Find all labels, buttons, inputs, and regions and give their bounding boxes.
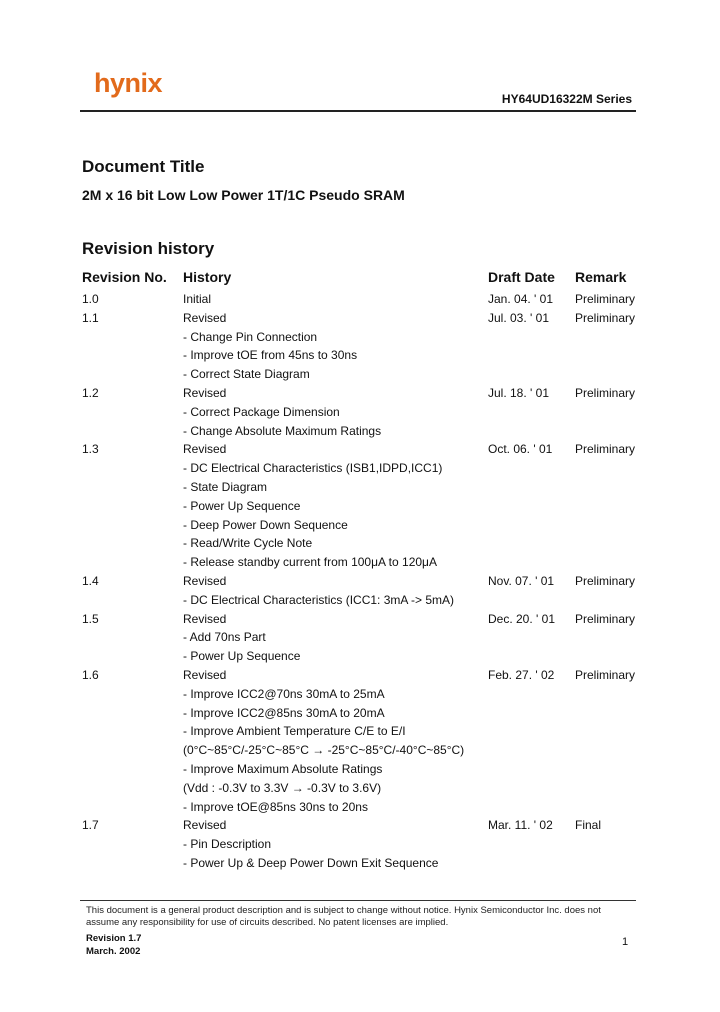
document-title: 2M x 16 bit Low Low Power 1T/1C Pseudo SRAM (82, 187, 405, 203)
table-row (0, 612, 720, 631)
draft-date: Nov. 07. ' 01 (488, 574, 555, 588)
revision-number: 1.1 (82, 310, 99, 325)
footer-revision: Revision 1.7 (86, 933, 142, 944)
history-text: - Improve tOE@85ns 30ns to 20ns (183, 799, 368, 814)
remark: Preliminary (575, 292, 636, 306)
disclaimer-text: This document is a general product description and is subject to change without notice. Hynix Semiconductor Inc. does not assume any responsibility for use of circuits described. No patent licenses are implied. (86, 905, 601, 928)
table-row (0, 743, 720, 762)
history-text: (0°C~85°C/-25°C~85°C → -25°C~85°C/-40°C~85°C) (183, 743, 465, 758)
revision-history-heading: Revision history (82, 239, 215, 258)
revision-number: 1.2 (82, 386, 99, 400)
table-row (0, 442, 720, 461)
draft-date: Mar. 11. ' 02 (488, 818, 553, 833)
table-row (0, 800, 720, 819)
series-name: HY64UD16322M Series (501, 92, 632, 106)
draft-date: Jul. 18. ' 01 (488, 386, 549, 400)
hynix-logo: hynix (94, 68, 163, 98)
table-row (0, 818, 720, 837)
table-row (0, 536, 720, 555)
table-row (0, 330, 720, 349)
revision-number: 1.7 (82, 818, 99, 833)
history-text: Revised (183, 611, 227, 626)
table-row (0, 856, 720, 875)
history-text: - Correct State Diagram (183, 367, 310, 382)
table-row (0, 461, 720, 480)
table-row (0, 424, 720, 443)
column-header-draft-date: Draft Date (488, 269, 555, 285)
history-text: - Change Absolute Maximum Ratings (183, 423, 382, 438)
history-text: - Power Up Sequence (183, 649, 301, 664)
table-row (0, 668, 720, 687)
history-text: - Add 70ns Part (183, 630, 266, 645)
revision-number: 1.4 (82, 574, 99, 588)
history-text: - State Diagram (183, 480, 268, 494)
table-row (0, 386, 720, 405)
draft-date: Jan. 04. ' 01 (488, 292, 554, 306)
table-row (0, 348, 720, 367)
draft-date: Jul. 03. ' 01 (488, 310, 549, 325)
table-row (0, 837, 720, 856)
table-row (0, 518, 720, 537)
history-text: - Improve Maximum Absolute Ratings (183, 762, 383, 776)
history-text: Revised (183, 818, 227, 833)
revision-number: 1.5 (82, 611, 99, 626)
header-divider (80, 110, 636, 112)
remark: Final (575, 818, 602, 833)
table-row (0, 630, 720, 649)
history-text: Revised (183, 310, 227, 325)
history-text: - Improve ICC2@70ns 30mA to 25mA (183, 686, 385, 701)
footer-date: March. 2002 (86, 946, 141, 957)
table-row (0, 405, 720, 424)
history-text: - Power Up & Deep Power Down Exit Sequence (183, 856, 439, 870)
remark: Preliminary (575, 611, 636, 626)
draft-date: Dec. 20. ' 01 (488, 611, 555, 626)
history-text: - Improve Ambient Temperature C/E to E/I (183, 724, 406, 739)
history-text: Revised (183, 668, 227, 682)
history-text: - Pin Description (183, 837, 272, 852)
table-row (0, 499, 720, 518)
history-text: - Read/Write Cycle Note (183, 536, 313, 551)
page-number: 1 (622, 936, 629, 948)
table-row (0, 781, 720, 800)
remark: Preliminary (575, 310, 636, 325)
history-text: Initial (183, 292, 212, 306)
table-row (0, 574, 720, 593)
history-text: - Correct Package Dimension (183, 404, 340, 419)
history-text: - Change Pin Connection (183, 329, 318, 344)
history-text: - Release standby current from 100μA to 120μA (183, 555, 437, 570)
table-row (0, 724, 720, 743)
draft-date: Feb. 27. ' 02 (488, 668, 555, 682)
remark: Preliminary (575, 442, 636, 457)
table-row (0, 593, 720, 612)
revision-number: 1.6 (82, 668, 99, 682)
table-row (0, 311, 720, 330)
table-row (0, 555, 720, 574)
column-header-revision: Revision No. (82, 269, 167, 285)
table-row (0, 687, 720, 706)
history-text: Revised (183, 574, 227, 588)
history-text: Revised (183, 442, 227, 457)
history-text: - DC Electrical Characteristics (ISB1,IDPD,ICC1) (183, 461, 443, 476)
document-title-heading: Document Title (82, 157, 205, 176)
footer-divider (80, 900, 636, 901)
history-text: - Improve ICC2@85ns 30mA to 20mA (183, 705, 385, 720)
history-text: - Improve tOE from 45ns to 30ns (183, 348, 358, 363)
history-text: - Deep Power Down Sequence (183, 517, 348, 532)
revision-number: 1.0 (82, 292, 99, 306)
history-text: Revised (183, 386, 227, 400)
table-row (0, 367, 720, 386)
remark: Preliminary (575, 574, 636, 588)
table-row (0, 480, 720, 499)
draft-date: Oct. 06. ' 01 (488, 442, 553, 457)
history-text: - Power Up Sequence (183, 498, 301, 513)
history-text: - DC Electrical Characteristics (ICC1: 3mA -> 5mA) (183, 592, 455, 607)
table-row (0, 292, 720, 311)
revision-number: 1.3 (82, 442, 99, 457)
remark: Preliminary (575, 668, 636, 682)
column-header-remark: Remark (575, 269, 627, 285)
remark: Preliminary (575, 386, 636, 400)
table-row (0, 649, 720, 668)
table-row (0, 762, 720, 781)
history-text: (Vdd : -0.3V to 3.3V → -0.3V to 3.6V) (183, 780, 382, 795)
column-header-history: History (183, 269, 232, 285)
table-row (0, 706, 720, 725)
